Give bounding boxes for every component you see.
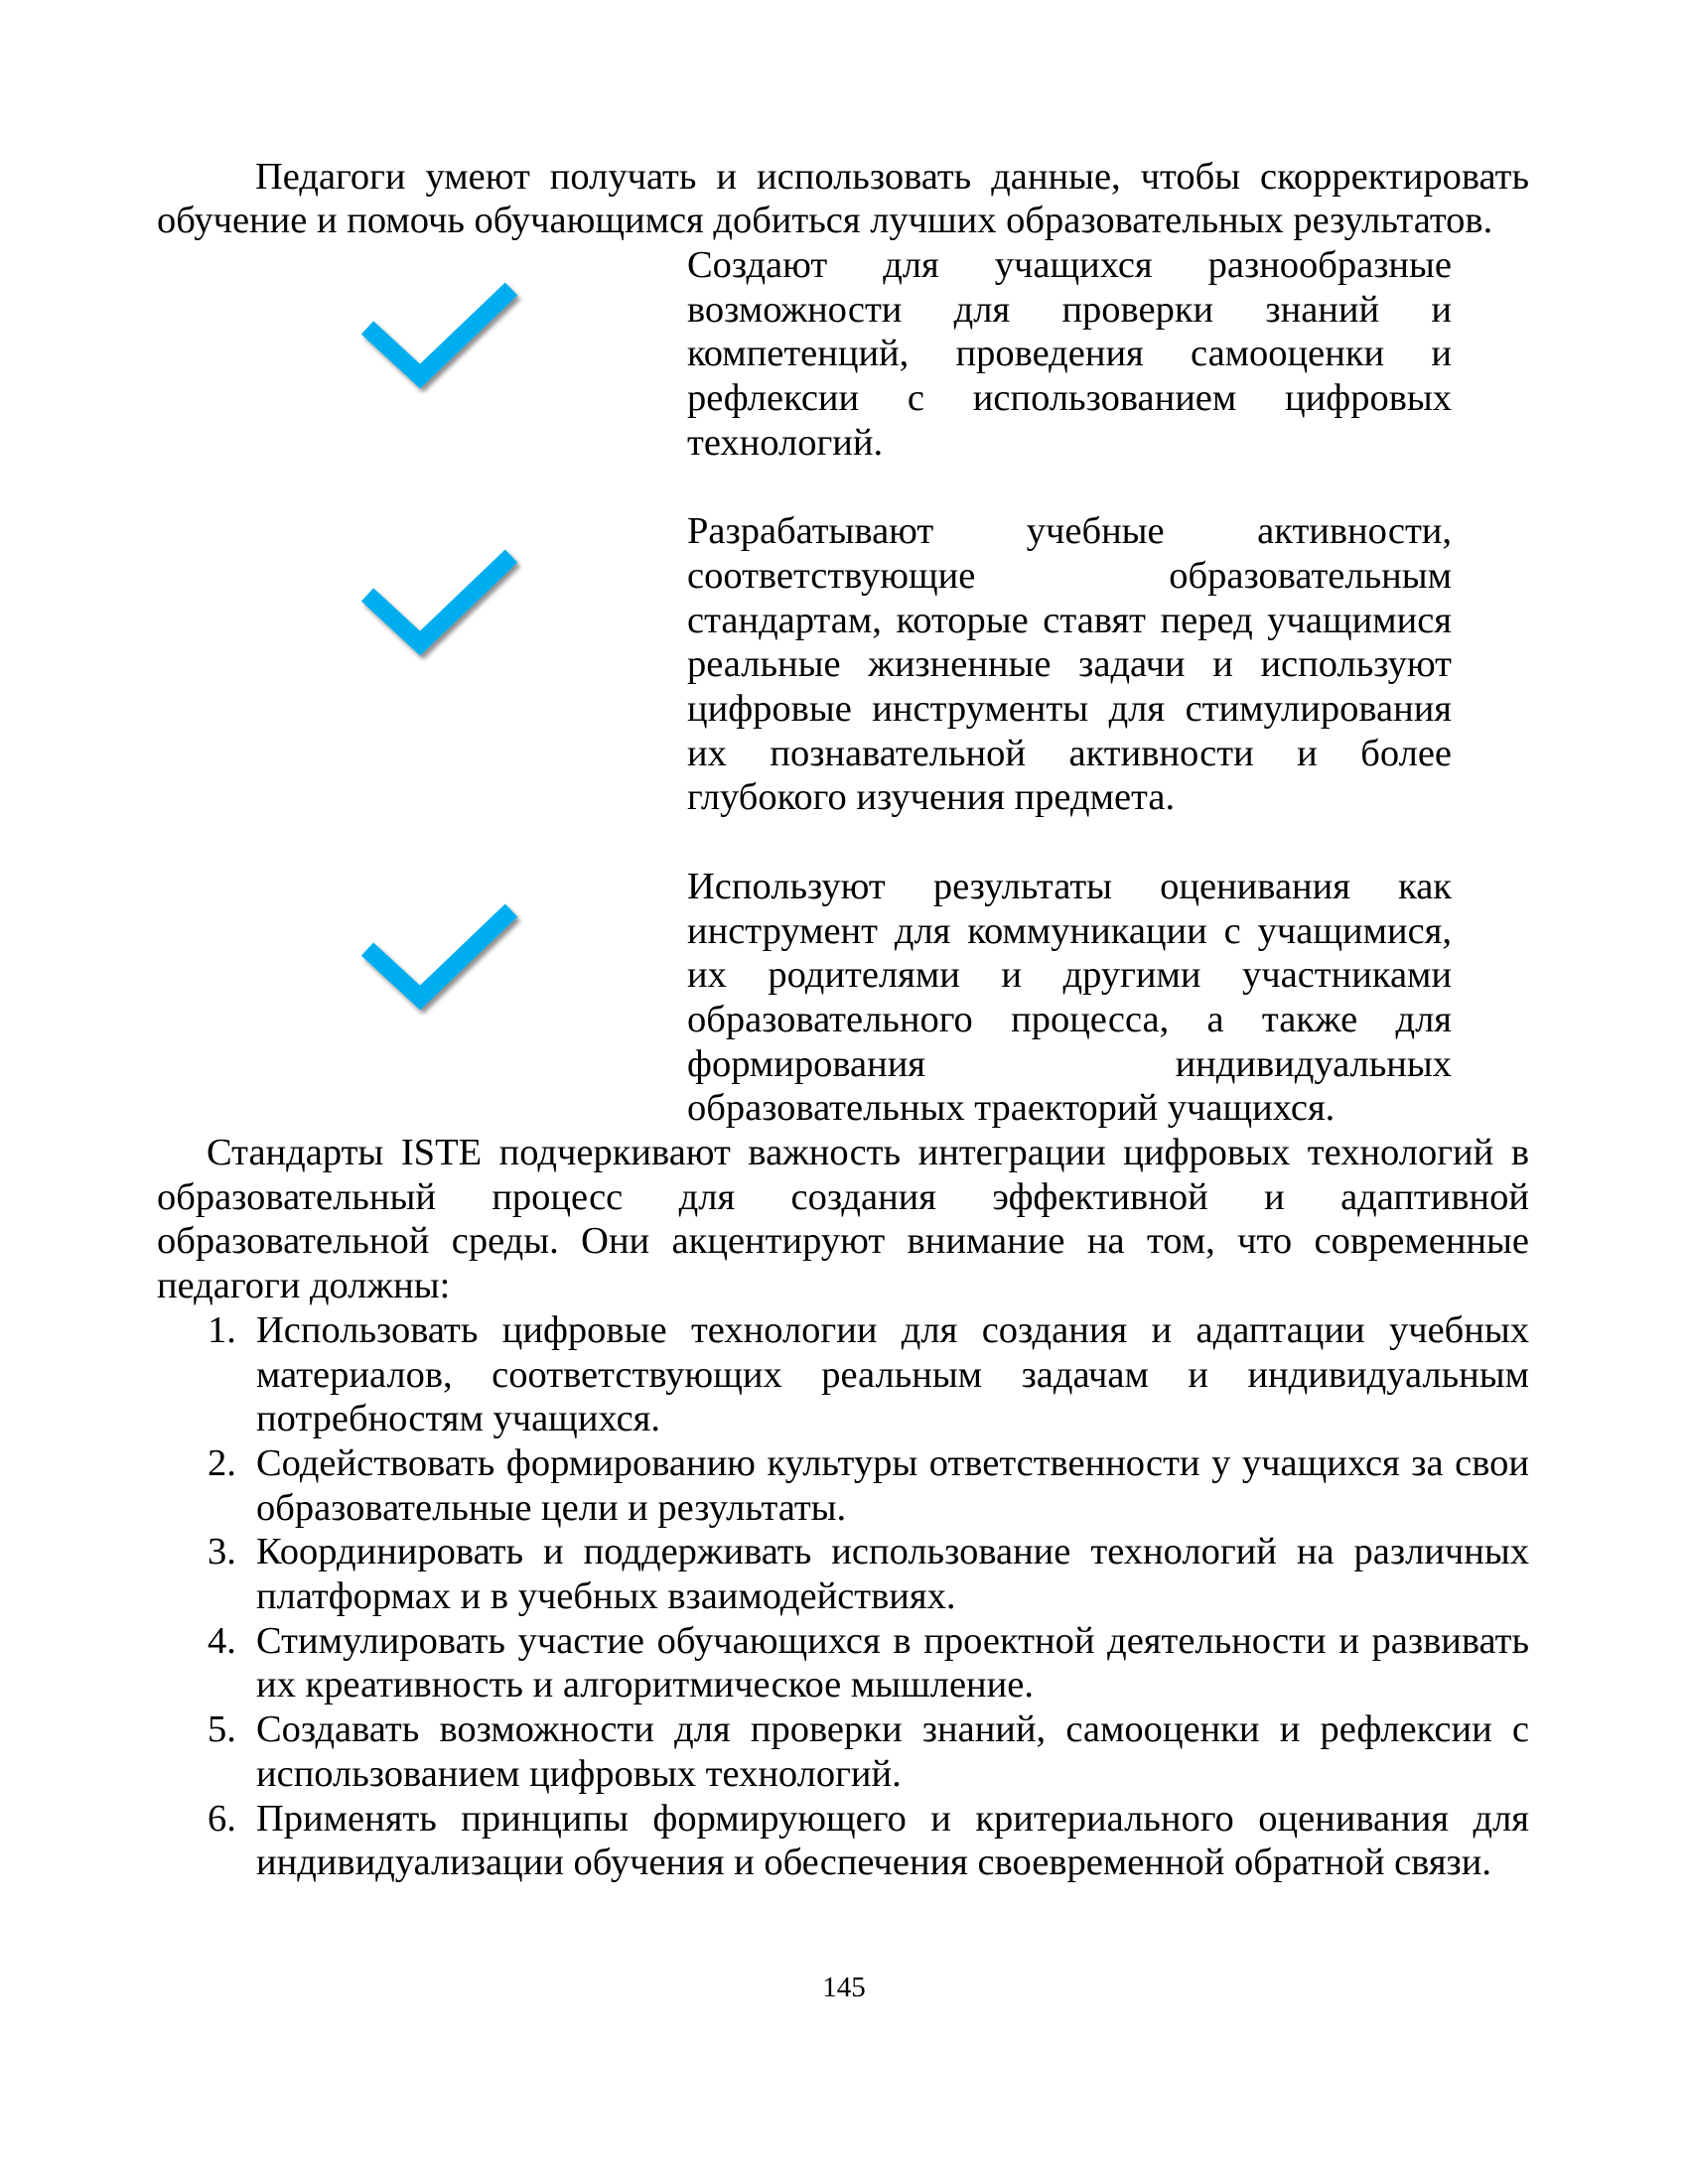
list-item-line: Создавать возможности для проверки знаний, самооценки и рефлексии с	[256, 1708, 1529, 1751]
list-item-line: индивидуализации обучения и обеспечения своевременной обратной связи.	[256, 1842, 1491, 1884]
check-block-1-line: возможности для проверки знаний и	[687, 288, 1452, 331]
check-block-3-line: формирования индивидуальных	[687, 1042, 1452, 1085]
check-block-3-line: их родителями и другими участниками	[687, 954, 1452, 997]
list-item-line: Использовать цифровые технологии для создания и адаптации учебных	[256, 1308, 1529, 1351]
check-block-2-line: стандартам, которые ставят перед учащимися	[687, 599, 1452, 641]
list-item-line: их креативность и алгоритмическое мышление.	[256, 1664, 1034, 1706]
list-item-number: 5.	[208, 1708, 236, 1751]
list-item-line: потребностям учащихся.	[256, 1398, 660, 1440]
check-block-2-line: реальные жизненные задачи и используют	[687, 643, 1452, 686]
list-item-line: образовательные цели и результаты.	[256, 1486, 847, 1529]
list-item-line: Содействовать формированию культуры ответственности у учащихся за свои	[256, 1441, 1529, 1484]
check-block-1-line: технологий.	[687, 421, 884, 464]
list-item-number: 2.	[208, 1441, 236, 1484]
checkmark-icon	[348, 532, 536, 661]
intro-paragraph-line: Педагоги умеют получать и использовать данные, чтобы скорректировать	[255, 155, 1529, 198]
list-item-line: Координировать и поддерживать использование технологий на различных	[256, 1531, 1529, 1573]
iste-paragraph-line: образовательный процесс для создания эффективной и адаптивной	[157, 1175, 1529, 1218]
list-item-number: 4.	[208, 1619, 236, 1662]
list-item-number: 6.	[208, 1797, 236, 1840]
check-block-3-line: образовательного процесса, а также для	[687, 998, 1452, 1040]
page-number: 145	[822, 1972, 866, 2003]
check-block-3-line: образовательных траекторий учащихся.	[687, 1087, 1336, 1130]
list-item-number: 3.	[208, 1531, 236, 1573]
check-block-2-line: их познавательной активности и более	[687, 732, 1452, 774]
list-item-line: Стимулировать участие обучающихся в проектной деятельности и развивать	[256, 1619, 1529, 1662]
check-block-2-line: соответствующие образовательным	[687, 554, 1452, 597]
check-block-3-line: инструмент для коммуникации с учащимися,	[687, 909, 1452, 952]
list-item-line: платформах и в учебных взаимодействиях.	[256, 1575, 956, 1618]
checkmark-icon	[348, 887, 536, 1016]
iste-paragraph-line: Стандарты ISTE подчеркивают важность интеграции цифровых технологий в	[207, 1132, 1529, 1174]
check-block-2-line: Разрабатывают учебные активности,	[687, 510, 1452, 553]
list-item-number: 1.	[208, 1308, 236, 1351]
check-block-1-line: компетенций, проведения самооценки и	[687, 333, 1452, 375]
intro-paragraph-line: обучение и помочь обучающимся добиться лучших образовательных результатов.	[157, 200, 1493, 242]
list-item-line: Применять принципы формирующего и критериального оценивания для	[256, 1797, 1529, 1840]
check-block-2-line: глубокого изучения предмета.	[687, 776, 1176, 819]
checkmark-icon	[348, 265, 536, 394]
check-block-3-line: Используют результаты оценивания как	[687, 865, 1452, 907]
check-block-2-line: цифровые инструменты для стимулирования	[687, 688, 1452, 731]
iste-paragraph-line: педагоги должны:	[157, 1265, 451, 1307]
list-item-line: использованием цифровых технологий.	[256, 1752, 902, 1795]
check-block-1-line: рефлексии с использованием цифровых	[687, 377, 1452, 420]
iste-paragraph-line: образовательной среды. Они акцентируют внимание на том, что современные	[157, 1220, 1529, 1263]
check-block-1-line: Создают для учащихся разнообразные	[687, 244, 1452, 287]
list-item-line: материалов, соответствующих реальным задачам и индивидуальным	[256, 1353, 1529, 1396]
